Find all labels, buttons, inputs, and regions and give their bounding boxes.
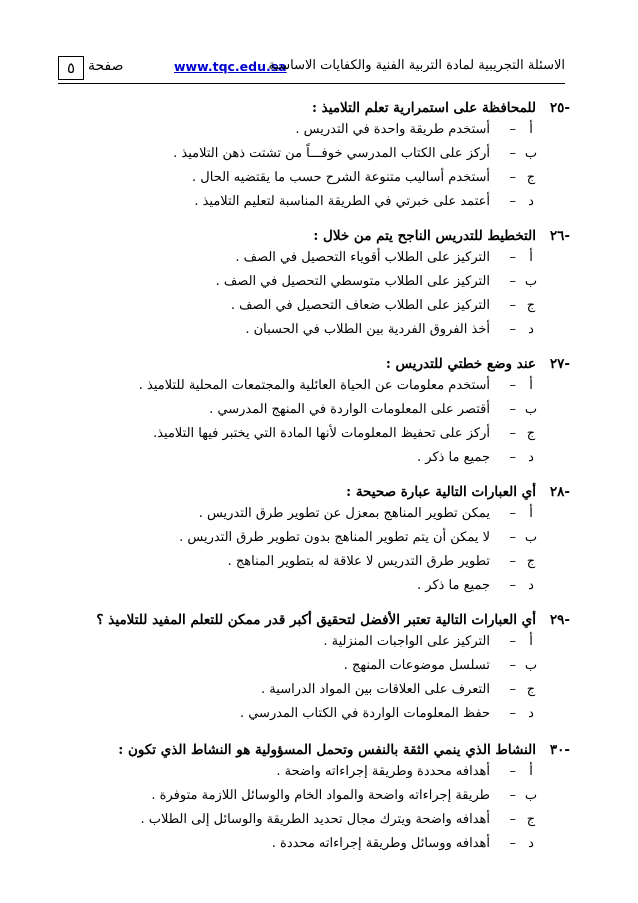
option-a <box>70 632 570 656</box>
option-dash: – <box>509 682 516 697</box>
option-text: التركيز على الطلاب متوسطي التحصيل في الصف . <box>215 274 490 289</box>
question-28 <box>70 476 570 600</box>
option-letter: د <box>528 450 534 465</box>
question-text: للمحافظة على استمرارية تعلم التلاميذ : <box>311 100 536 116</box>
questions-list <box>70 92 570 858</box>
option-letter: د <box>528 836 534 851</box>
question-heading <box>70 92 570 120</box>
option-dash: – <box>509 250 516 265</box>
question-25 <box>70 92 570 216</box>
option-a <box>70 504 570 528</box>
option-b <box>70 144 570 168</box>
option-letter: ب <box>524 788 538 803</box>
option-letter: أ <box>529 506 533 521</box>
option-text: أعتمد على خبرتي في الطريقة المناسبة لتعليم التلاميذ . <box>194 194 490 209</box>
option-text: طريقة إجراءاته واضحة والمواد الخام والوسائل اللازمة متوفرة . <box>151 788 490 803</box>
page-header <box>58 56 565 82</box>
option-dash: – <box>509 578 516 593</box>
question-30 <box>70 734 570 858</box>
option-letter: د <box>528 706 534 721</box>
option-letter: ب <box>524 658 538 673</box>
option-dash: – <box>509 426 516 441</box>
option-letter: ج <box>526 170 536 185</box>
option-dash: – <box>509 274 516 289</box>
option-dash: – <box>509 194 516 209</box>
option-c <box>70 296 570 320</box>
option-letter: ب <box>524 402 538 417</box>
option-a <box>70 248 570 272</box>
option-text: جميع ما ذكر . <box>417 450 490 465</box>
option-text: أهدافه ووسائل وطريقة إجراءاته محددة . <box>271 836 490 851</box>
option-b <box>70 272 570 296</box>
option-letter: د <box>528 322 534 337</box>
option-text: تسلسل موضوعات المنهج . <box>343 658 490 673</box>
option-letter: ج <box>526 298 536 313</box>
document-title: الاسئلة التجريبية لمادة التربية الفنية والكفايات الاساسية <box>268 58 565 73</box>
question-text: التخطيط للتدريس الناجح يتم من خلال : <box>313 228 536 244</box>
option-a <box>70 120 570 144</box>
question-heading <box>70 604 570 632</box>
question-number: -٢٧ <box>549 356 570 372</box>
option-dash: – <box>509 170 516 185</box>
question-26 <box>70 220 570 344</box>
question-text: عند وضع خطتي للتدريس : <box>385 356 536 372</box>
option-dash: – <box>509 322 516 337</box>
option-c <box>70 680 570 704</box>
option-letter: ج <box>526 554 536 569</box>
option-dash: – <box>509 706 516 721</box>
option-dash: – <box>509 146 516 161</box>
option-letter: د <box>528 578 534 593</box>
option-dash: – <box>509 506 516 521</box>
option-letter: ب <box>524 274 538 289</box>
option-c <box>70 424 570 448</box>
option-text: التركيز على الطلاب ضعاف التحصيل في الصف . <box>230 298 490 313</box>
option-text: أستخدم معلومات عن الحياة العائلية والمجتمعات المحلية للتلاميذ . <box>138 378 490 393</box>
option-c <box>70 552 570 576</box>
option-dash: – <box>509 298 516 313</box>
option-text: أركز على الكتاب المدرسي خوفـــاً من تشتت ذهن التلاميذ . <box>173 146 490 161</box>
question-number: -٢٥ <box>549 100 570 116</box>
option-text: التعرف على العلاقات بين المواد الدراسية . <box>261 682 490 697</box>
option-dash: – <box>509 530 516 545</box>
option-dash: – <box>509 634 516 649</box>
question-heading <box>70 734 570 762</box>
option-d <box>70 834 570 858</box>
page-label: صفحة <box>88 58 124 74</box>
question-number: -٣٠ <box>549 742 570 758</box>
option-dash: – <box>509 402 516 417</box>
question-heading <box>70 220 570 248</box>
option-letter: ج <box>526 812 536 827</box>
option-letter: ب <box>524 146 538 161</box>
question-29 <box>70 604 570 728</box>
option-dash: – <box>509 554 516 569</box>
header-divider <box>58 83 565 84</box>
question-text: أي العبارات التالية تعتبر الأفضل لتحقيق أكبر قدر ممكن للتعلم المفيد للتلاميذ ؟ <box>96 612 536 628</box>
option-text: أستخدم أساليب متنوعة الشرح حسب ما يقتضيه الحال . <box>192 170 490 185</box>
option-text: يمكن تطوير المناهج بمعزل عن تطوير طرق التدريس . <box>198 506 490 521</box>
option-letter: أ <box>529 764 533 779</box>
option-letter: أ <box>529 378 533 393</box>
option-a <box>70 762 570 786</box>
website-link[interactable]: www.tqc.edu.sa <box>174 59 287 74</box>
option-text: أخذ الفروق الفردية بين الطلاب في الحسبان . <box>245 322 490 337</box>
page-number-box <box>58 56 84 80</box>
option-b <box>70 786 570 810</box>
option-dash: – <box>509 764 516 779</box>
question-number: -٢٦ <box>549 228 570 244</box>
option-letter: أ <box>529 250 533 265</box>
option-letter: د <box>528 194 534 209</box>
question-text: أي العبارات التالية عبارة صحيحة : <box>346 484 536 500</box>
option-c <box>70 168 570 192</box>
option-d <box>70 192 570 216</box>
option-text: لا يمكن أن يتم تطوير المناهج بدون تطوير طرق التدريس . <box>179 530 490 545</box>
option-dash: – <box>509 658 516 673</box>
option-text: التركيز على الطلاب أقوياء التحصيل في الصف . <box>235 250 490 265</box>
question-27 <box>70 348 570 472</box>
option-letter: أ <box>529 122 533 137</box>
option-letter: ب <box>524 530 538 545</box>
option-text: أهدافه محددة وطريقة إجراءاته واضحة . <box>276 764 490 779</box>
option-a <box>70 376 570 400</box>
option-text: أركز على تحفيظ المعلومات لأنها المادة التي يختبر فيها التلاميذ. <box>153 426 490 441</box>
option-text: أهدافه واضحة ويترك مجال تحديد الطريقة والوسائل إلى الطلاب . <box>140 812 490 827</box>
option-dash: – <box>509 836 516 851</box>
question-number: -٢٩ <box>549 612 570 628</box>
question-heading <box>70 476 570 504</box>
option-text: أستخدم طريقة واحدة في التدريس . <box>295 122 490 137</box>
option-b <box>70 656 570 680</box>
option-letter: ج <box>526 682 536 697</box>
option-b <box>70 400 570 424</box>
question-number: -٢٨ <box>549 484 570 500</box>
option-text: حفظ المعلومات الواردة في الكتاب المدرسي . <box>239 706 490 721</box>
option-dash: – <box>509 122 516 137</box>
option-b <box>70 528 570 552</box>
option-text: التركيز على الواجبات المنزلية . <box>323 634 490 649</box>
option-letter: أ <box>529 634 533 649</box>
option-letter: ج <box>526 426 536 441</box>
option-dash: – <box>509 450 516 465</box>
option-d <box>70 576 570 600</box>
option-d <box>70 448 570 472</box>
option-d <box>70 320 570 344</box>
option-d <box>70 704 570 728</box>
option-text: جميع ما ذكر . <box>417 578 490 593</box>
page-number: ٥ <box>66 59 76 77</box>
option-dash: – <box>509 788 516 803</box>
option-text: تطوير طرق التدريس لا علاقة له بتطوير المناهج . <box>227 554 490 569</box>
option-c <box>70 810 570 834</box>
question-heading <box>70 348 570 376</box>
question-text: النشاط الذي ينمي الثقة بالنفس وتحمل المسؤولية هو النشاط الذي تكون : <box>118 742 536 758</box>
option-text: أقتصر على المعلومات الواردة في المنهج المدرسي . <box>209 402 490 417</box>
option-dash: – <box>509 378 516 393</box>
option-dash: – <box>509 812 516 827</box>
